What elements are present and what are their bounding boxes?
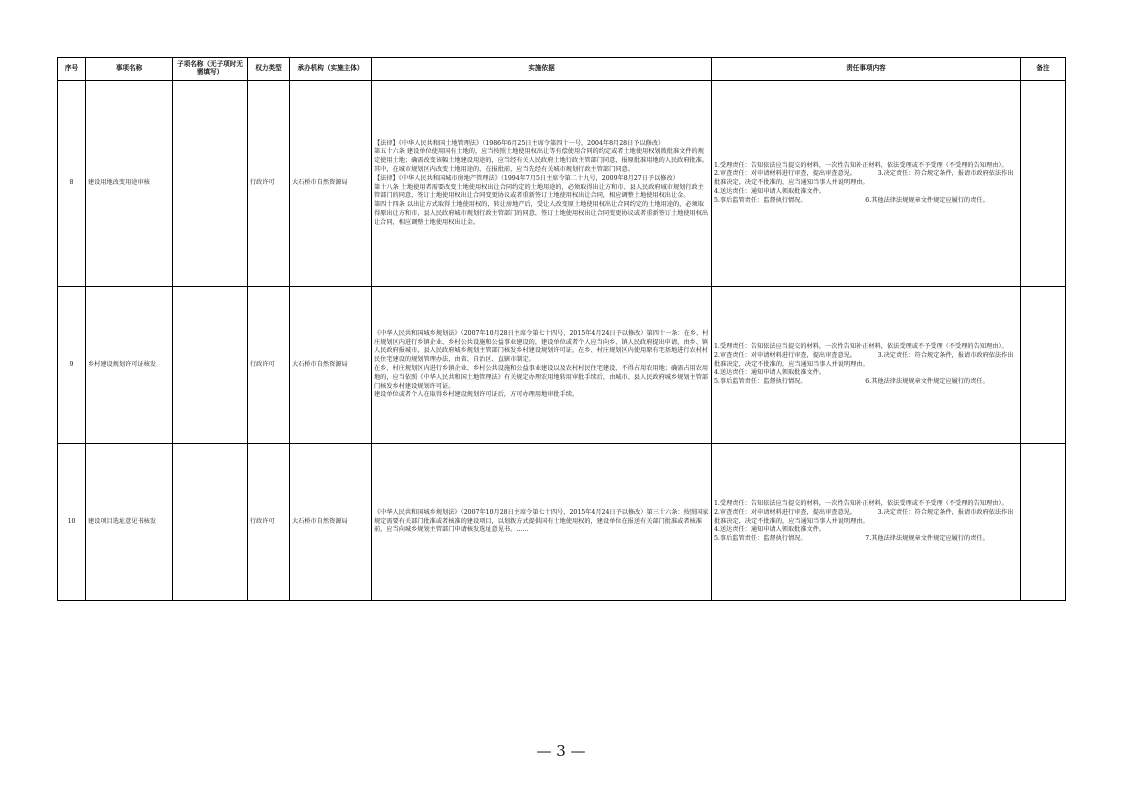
basis-paragraph: 第十八条 土地使用者需要改变土地使用权出让合同约定的土地用途的，必须取得出让方和市、县人民政府城市规划行政主管部门的同意，签订土地使用权出让合同变更协议或者重新签订土地使用权出让合同，相应调整土地使用权出让金。 <box>374 183 704 200</box>
cell-org: 大石桥市自然资源局 <box>290 81 372 287</box>
resp-paragraph: 4.送达责任：通知申请人领取批准文件。 <box>714 526 826 534</box>
basis-paragraph: 在乡、村庄规划区内进行乡镇企业、乡村公共设施和公益事业建设以及农村村民住宅建设，不得占用农用地；确需占用农用地的，应当依照《中华人民共和国土地管理法》有关规定办理农用地转用审批手续后，由城市、县人民政府城乡规划主管部门核发乡村建设规划许可证。 <box>374 365 709 390</box>
cell-basis <box>372 444 712 601</box>
basis-paragraph: 《中华人民共和国城乡规划法》（2007年10月28日主席令第七十四号，2015年4月24日予以修改）第四十一条：在乡、村庄规划区内进行乡镇企业、乡村公共设施和公益事业建设的，建设单位或者个人应当向乡、镇人民政府提出申请，由乡、镇人民政府报城市、县人民政府城乡规划主管部门核发乡村建设规划许可证。在乡、村庄规划区内使用原有宅基地进行农村村民住宅建设的规划管理办法，由省、自治区、直辖市制定。 <box>374 329 709 364</box>
header-seq: 序号 <box>58 58 86 81</box>
cell-note <box>1021 287 1066 444</box>
header-note: 备注 <box>1021 58 1066 81</box>
cell-resp <box>712 444 1030 601</box>
resp-paragraph: 1.受理责任：告知依法应当提交的材料，一次性告知补正材料，依法受理或不予受理（不受理的告知理由）。 2.审查责任：对申请材料进行审查，提出审查意见。 3.决定责任：符合规定条件，报请市政府依法作出批准决定，决定不批准的，应当通知当事人并说明理由。 <box>714 343 1030 368</box>
basis-paragraph: 《中华人民共和国城乡规划法》（2007年10月28日主席令第七十四号，2015年4月24日予以修改）第三十六条：按照国家规定需要有关部门批准或者核准的建设项目，以划拨方式提供国有土地使用权的，建设单位在报送有关部门批准或者核准前，应当向城乡规划主管部门申请核发选址意见书。…… <box>374 508 709 534</box>
cell-seq: 8 <box>58 81 86 287</box>
cell-sub <box>173 444 248 601</box>
resp-paragraph: 5.事后监管责任：监督执行情况。 6.其他法律法规规章文件规定应履行的责任。 <box>714 196 989 204</box>
cell-org: 大石桥市自然资源局 <box>290 287 372 444</box>
cell-name: 建设用地改变用途审核 <box>86 81 173 287</box>
cell-resp <box>712 81 1030 287</box>
cell-basis <box>372 81 712 287</box>
table-row <box>58 287 1066 444</box>
table-row <box>58 81 1066 287</box>
resp-paragraph: 1.受理责任：告知依法应当提交的材料，一次性告知补正材料，依法受理或不予受理（不受理的告知理由）。 2.审查责任：对申请材料进行审查，提出审查意见。 3.决定责任：符合规定条件，报请市政府依法作出批准决定，决定不批准的，应当通知当事人并说明理由。 <box>714 500 1030 525</box>
basis-paragraph: 第四十四条 以出让方式取得土地使用权的，转让房地产后，受让人改变原土地使用权出让合同约定的土地用途的，必须取得原出让方和市、县人民政府城市规划行政主管部门的同意，签订土地使用权出让合同变更协议或者重新签订土地使用权出让合同，相应调整土地使用权出让金。 <box>374 201 709 226</box>
cell-org: 大石桥市自然资源局 <box>290 444 372 601</box>
cell-sub <box>173 81 248 287</box>
resp-paragraph: 5.事后监管责任：监督执行情况。 7.其他法律法规规章文件规定应履行的责任。 <box>714 535 989 543</box>
table-row <box>58 444 1066 601</box>
basis-paragraph: 【法律】《中华人民共和国城市房地产管理法》（1994年7月5日主席令第二十九号，2009年8月27日予以修改） <box>374 174 679 182</box>
table-header-row <box>58 58 1066 81</box>
basis-paragraph: 第五十六条 建设单位使用国有土地的，应当按照土地使用权出让等有偿使用合同的约定或者土地使用权划拨批准文件的规定使用土地；确需改变该幅土地建设用途的，应当经有关人民政府土地行政主管部门同意，报原批准用地的人民政府批准。其中，在城市规划区内改变土地用途的，在报批前，应当先经有关城市规划行政主管部门同意。 <box>374 148 709 173</box>
basis-paragraph: 【法律】《中华人民共和国土地管理法》（1986年6月25日主席令第四十一号，2004年8月28日予以修改） <box>374 139 665 147</box>
cell-name: 乡村建设规划许可证核发 <box>86 287 173 444</box>
resp-paragraph: 4.送达责任：通知申请人领取批准文件。 <box>714 369 826 377</box>
cell-type: 行政许可 <box>248 444 290 601</box>
cell-note <box>1021 81 1066 287</box>
header-name: 事项名称 <box>86 58 173 81</box>
header-sub: 子项名称（无子项时无需填写） <box>173 58 248 81</box>
cell-type: 行政许可 <box>248 81 290 287</box>
cell-sub <box>173 287 248 444</box>
cell-seq: 9 <box>58 287 86 444</box>
header-resp: 责任事项内容 <box>712 58 1021 81</box>
resp-paragraph: 1.受理责任：告知依法应当提交的材料，一次性告知补正材料，依法受理或不予受理（不受理的告知理由）。 2.审查责任：对申请材料进行审查，提出审查意见。 3.决定责任：符合规定条件，报请市政府依法作出批准决定，决定不批准的，应当通知当事人并说明理由。 <box>714 161 1030 187</box>
header-basis: 实施依据 <box>372 58 712 81</box>
cell-name: 建设项目选址意见书核发 <box>86 444 173 601</box>
cell-basis <box>372 287 712 444</box>
basis-paragraph: 建设单位或者个人在取得乡村建设规划许可证后，方可办理用地审批手续。 <box>374 391 579 399</box>
power-list-table <box>57 57 1066 601</box>
page-number: — 3 — <box>536 742 586 760</box>
header-org: 承办机构（实施主体） <box>290 58 372 81</box>
header-type: 权力类型 <box>248 58 290 81</box>
cell-seq: 10 <box>58 444 86 601</box>
cell-type: 行政许可 <box>248 287 290 444</box>
resp-paragraph: 5.事后监管责任：监督执行情况。 6.其他法律法规规章文件规定应履行的责任。 <box>714 378 989 386</box>
resp-paragraph: 4.送达责任：通知申请人领取批准文件。 <box>714 187 826 195</box>
cell-resp <box>712 287 1030 444</box>
cell-note <box>1021 444 1066 601</box>
